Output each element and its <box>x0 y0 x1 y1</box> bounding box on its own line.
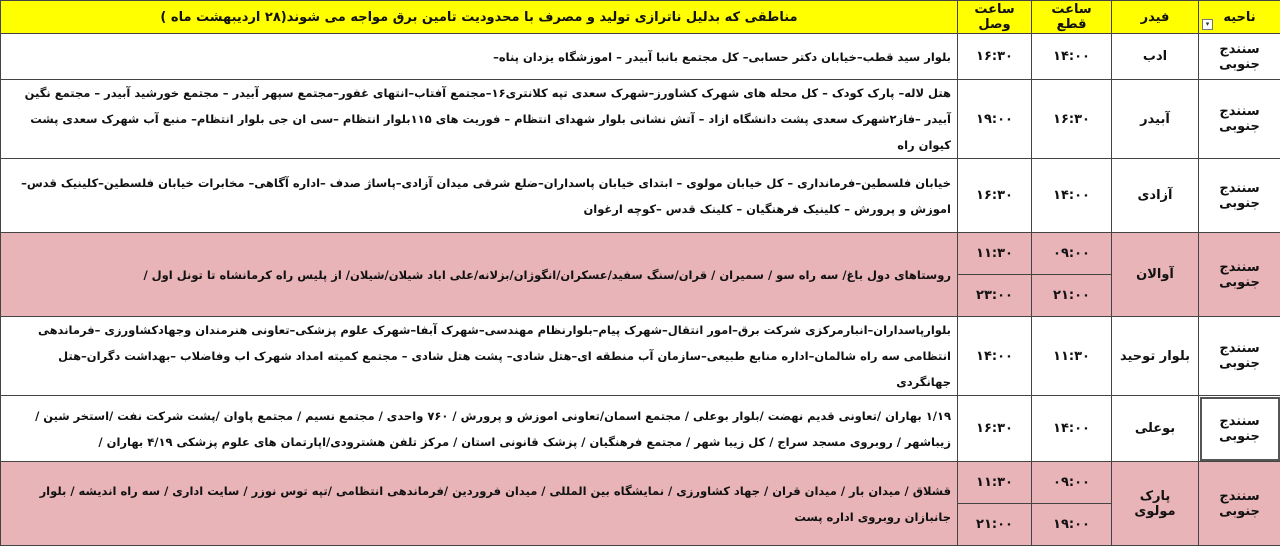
header-row <box>1 1 1280 34</box>
areas-cell[interactable]: قشلاق / میدان بار / میدان قران / جهاد کشاورزی / نمایشگاه بین المللی / میدان فروردین /فرماندهی انتظامی /تپه توس نوزر / سایت اداری / سه راه اندیشه / بلوار جانبازان روبروی اداره پست <box>1 462 958 546</box>
header-region-label: ناحیه <box>1223 10 1255 25</box>
feeder-cell[interactable]: آبیدر <box>1112 80 1199 159</box>
cut-time-cell[interactable]: ۰۹:۰۰ <box>1032 462 1112 504</box>
feeder-cell[interactable]: ادب <box>1112 34 1199 80</box>
cut-time-cell[interactable]: ۱۱:۳۰ <box>1032 317 1112 396</box>
cut-time-cell-2[interactable]: ۲۱:۰۰ <box>1032 275 1112 317</box>
header-connect-time[interactable]: ساعت وصل <box>958 1 1032 34</box>
connect-time-cell-2[interactable]: ۲۳:۰۰ <box>958 275 1032 317</box>
header-areas[interactable]: مناطقی که بدلیل ناترازی تولید و مصرف با محدودیت تامین برق مواجه می شوند(۲۸ اردیبهشت ماه ) <box>1 1 958 34</box>
cut-time-cell[interactable]: ۱۶:۳۰ <box>1032 80 1112 159</box>
cut-time-cell[interactable]: ۱۴:۰۰ <box>1032 396 1112 462</box>
connect-time-cell-2[interactable]: ۲۱:۰۰ <box>958 504 1032 546</box>
region-cell[interactable]: سنندج جنوبی <box>1199 34 1280 80</box>
connect-time-cell[interactable]: ۱۶:۳۰ <box>958 396 1032 462</box>
table-row <box>1 159 1280 233</box>
connect-time-cell[interactable]: ۱۹:۰۰ <box>958 80 1032 159</box>
region-cell[interactable]: سنندج جنوبی <box>1199 396 1280 462</box>
areas-cell[interactable]: ۱/۱۹ بهاران /تعاونی قدیم نهضت /بلوار بوعلی / مجتمع اسمان/تعاونی اموزش و پرورش / ۷۶۰ واحدی / مجتمع نسیم / مجتمع پاوان /پشت شرکت نفت /استخر شین / زیباشهر / روبروی مسجد سراج / کل زیبا شهر / مجتمع فرهنگیان / پزشک قانونی استان / مرکز تلفن هشترودی/اپارتمان های علوم پزشکی ۴/۱۹ بهاران / <box>1 396 958 462</box>
header-cut-time[interactable]: ساعت قطع <box>1032 1 1112 34</box>
region-cell[interactable]: سنندج جنوبی <box>1199 80 1280 159</box>
table-row <box>1 80 1280 159</box>
region-cell[interactable]: سنندج جنوبی <box>1199 462 1280 546</box>
table-row <box>1 396 1280 462</box>
connect-time-cell[interactable]: ۱۴:۰۰ <box>958 317 1032 396</box>
connect-time-cell[interactable]: ۱۶:۳۰ <box>958 34 1032 80</box>
areas-cell[interactable]: بلوار سید قطب–خیابان دکتر حسابی– کل مجتمع بانبا آبیدر – اموزشگاه یزدان پناه– <box>1 34 958 80</box>
region-cell[interactable]: سنندج جنوبی <box>1199 317 1280 396</box>
feeder-cell[interactable]: بوعلی <box>1112 396 1199 462</box>
region-cell[interactable]: سنندج جنوبی <box>1199 233 1280 317</box>
table-row <box>1 462 1280 504</box>
filter-dropdown-icon[interactable]: ▾ <box>1202 19 1213 30</box>
table-row <box>1 233 1280 275</box>
header-feeder[interactable]: فیدر <box>1112 1 1199 34</box>
table-row <box>1 317 1280 396</box>
areas-cell[interactable]: هتل لاله– پارک کودک – کل محله های شهرک کشاورز–شهرک سعدی تپه کلانتری۱۶–مجتمع آفتاب–انتهای غفور–مجتمع سپهر آبیدر – مجتمع خورشید آبیدر – مجتمع نگین آبیدر –فاز۲شهرک سعدی پشت دانشگاه ازاد – آتش نشانی بلوار شهدای انتظام – فوریت های ۱۱۵بلوار انتظام –سی ان جی بلوار انتظام– منبع آب شهرک سعدی پشت کیوان راه <box>1 80 958 159</box>
areas-cell[interactable]: روستاهای دول باغ/ سه راه سو / سمیران / قران/سنگ سفید/عسکران/انگوژان/بزلانه/علی اباد شیلان/شیلان/ از پلیس راه کرمانشاه تا تونل اول / <box>1 233 958 317</box>
areas-cell[interactable]: بلوارپاسداران–انبارمرکزی شرکت برق–امور انتقال–شهرک پیام–بلوارنظام مهندسی–شهرک آبفا–شهرک علوم پزشکی–تعاونی هنرمندان وجهادکشاورزی –فرماندهی انتظامی سه راه شالمان–اداره منابع طبیعی–سازمان آب منطقه ای–هتل شادی– پشت هتل شادی – مجتمع کمیته امداد شهرک اب وفاضلاب –بهداشت دگران–هتل جهانگردی <box>1 317 958 396</box>
connect-time-cell[interactable]: ۱۱:۳۰ <box>958 233 1032 275</box>
feeder-cell[interactable]: پارک مولوی <box>1112 462 1199 546</box>
cut-time-cell[interactable]: ۰۹:۰۰ <box>1032 233 1112 275</box>
feeder-cell[interactable]: بلوار توحید <box>1112 317 1199 396</box>
region-cell[interactable]: سنندج جنوبی <box>1199 159 1280 233</box>
table-row <box>1 34 1280 80</box>
header-region[interactable] <box>1199 1 1280 34</box>
cut-time-cell[interactable]: ۱۴:۰۰ <box>1032 159 1112 233</box>
feeder-cell[interactable]: آوالان <box>1112 233 1199 317</box>
cut-time-cell-2[interactable]: ۱۹:۰۰ <box>1032 504 1112 546</box>
connect-time-cell[interactable]: ۱۶:۳۰ <box>958 159 1032 233</box>
feeder-cell[interactable]: آزادی <box>1112 159 1199 233</box>
areas-cell[interactable]: خیابان فلسطین–فرمانداری – کل خیابان مولوی – ابتدای خیابان پاسداران–ضلع شرقی میدان آزادی–پاساژ صدف –اداره آگاهی– مخابرات خیابان فلسطین–کلینیک قدس– اموزش و پرورش – کلینیک فرهنگیان – کلینک قدس –کوچه ارغوان <box>1 159 958 233</box>
connect-time-cell[interactable]: ۱۱:۳۰ <box>958 462 1032 504</box>
cut-time-cell[interactable]: ۱۴:۰۰ <box>1032 34 1112 80</box>
